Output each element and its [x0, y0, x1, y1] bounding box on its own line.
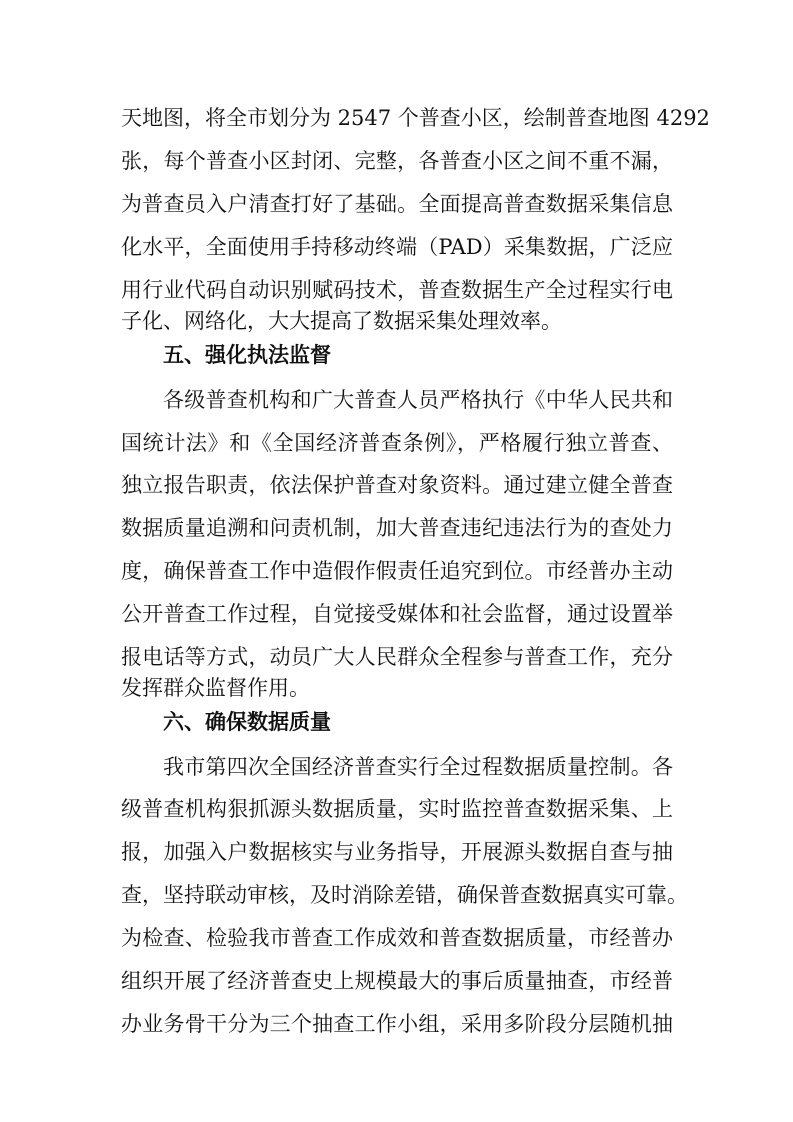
- body-text-line: 独立报告职责，依法保护普查对象资料。通过建立健全普查: [121, 473, 673, 497]
- section-heading-five: 五、强化执法监督: [163, 343, 331, 367]
- body-text-line: 张，每个普查小区封闭、完整，各普查小区之间不重不漏，: [121, 149, 673, 173]
- body-text-line: 发挥群众监督作用。: [121, 676, 310, 700]
- body-text-line: 为检查、检验我市普查工作成效和普查数据质量，市经普办: [121, 926, 673, 950]
- body-text-line: 子化、网络化，大大提高了数据采集处理效率。: [121, 309, 562, 333]
- body-text-line: 组织开展了经济普查史上规模最大的事后质量抽查，市经普: [121, 969, 673, 993]
- body-text-line: 级普查机构狠抓源头数据质量，实时监控普查数据采集、上: [121, 797, 673, 821]
- body-text-line: 为普查员入户清查打好了基础。全面提高普查数据采集信息: [121, 192, 673, 216]
- body-text-line: 天地图，将全市划分为 2547 个普查小区，绘制普查地图 4292: [121, 106, 710, 130]
- section-heading-six: 六、确保数据质量: [163, 710, 331, 734]
- body-text-line: 国统计法》和《全国经济普查条例》，严格履行独立普查、: [121, 431, 673, 455]
- body-text-line: 报电话等方式，动员广大人民群众全程参与普查工作，充分: [121, 645, 673, 669]
- body-text-line: 报，加强入户数据核实与业务指导，开展源头数据自查与抽: [121, 840, 673, 864]
- body-text-line: 数据质量追溯和问责机制，加大普查违纪违法行为的查处力: [121, 516, 673, 540]
- body-text-line: 公开普查工作过程，自觉接受媒体和社会监督，通过设置举: [121, 602, 673, 626]
- body-text-line: 化水平，全面使用手持移动终端（PAD）采集数据，广泛应: [121, 235, 673, 259]
- body-text-line: 各级普查机构和广大普查人员严格执行《中华人民共和: [163, 388, 673, 412]
- body-text-line: 我市第四次全国经济普查实行全过程数据质量控制。各: [163, 755, 673, 779]
- body-text-line: 用行业代码自动识别赋码技术，普查数据生产全过程实行电: [121, 278, 673, 302]
- body-text-line: 办业务骨干分为三个抽查工作小组，采用多阶段分层随机抽: [121, 1012, 673, 1036]
- body-text-line: 度，确保普查工作中造假作假责任追究到位。市经普办主动: [121, 559, 673, 583]
- body-text-line: 查，坚持联动审核，及时消除差错，确保普查数据真实可靠。: [121, 883, 688, 907]
